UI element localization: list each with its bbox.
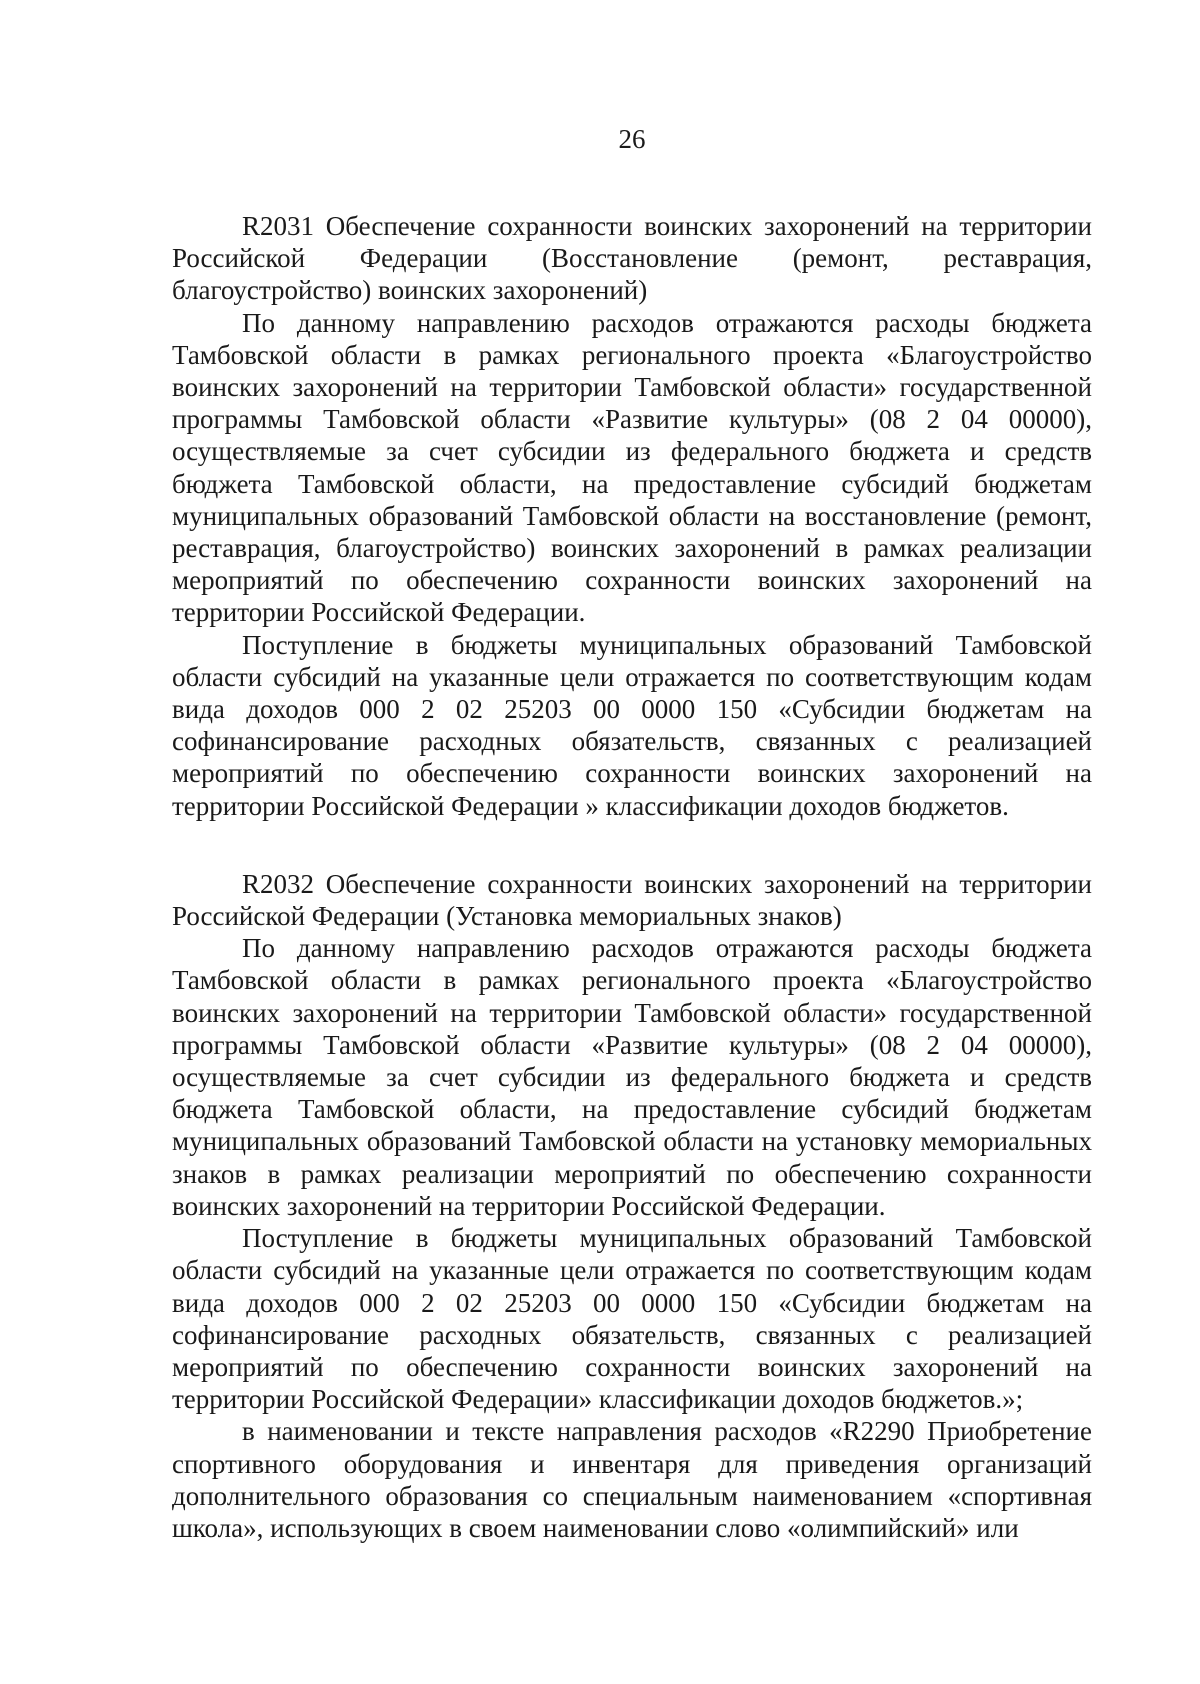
section-r2032 (172, 868, 1092, 1544)
paragraph: По данному направлению расходов отражаются расходы бюджета Тамбовской области в рамках регионального проекта «Благоустройство воинских захоронений на территории Тамбовской области» государственной программы Тамбовской области «Развитие культуры» (08 2 04 00000), осуществляемые за счет субсидии из федерального бюджета и средств бюджета Тамбовской области, на предоставление субсидий бюджетам муниципальных образований Тамбовской области на установку мемориальных знаков в рамках реализации мероприятий по обеспечению сохранности воинских захоронений на территории Российской Федерации. (172, 933, 1092, 1221)
paragraph: По данному направлению расходов отражаются расходы бюджета Тамбовской области в рамках регионального проекта «Благоустройство воинских захоронений на территории Тамбовской области» государственной программы Тамбовской области «Развитие культуры» (08 2 04 00000), осуществляемые за счет субсидии из федерального бюджета и средств бюджета Тамбовской области, на предоставление субсидий бюджетам муниципальных образований Тамбовской области на восстановление (ремонт, реставрация, благоустройство) воинских захоронений в рамках реализации мероприятий по обеспечению сохранности воинских захоронений на территории Российской Федерации. (172, 307, 1092, 628)
document-page (172, 0, 1092, 1684)
section-heading: R2032 Обеспечение сохранности воинских захоронений на территории Российской Федерации (Установка мемориальных знаков) (172, 868, 1092, 932)
section-r2031 (172, 210, 1092, 822)
paragraph: Поступление в бюджеты муниципальных образований Тамбовской области субсидий на указанные цели отражается по соответствующим кодам вида доходов 000 2 02 25203 00 0000 150 «Субсидии бюджетам на софинансирование расходных обязательств, связанных с реализацией мероприятий по обеспечению сохранности воинских захоронений на территории Российской Федерации » классификации доходов бюджетов. (172, 629, 1092, 821)
section-heading: R2031 Обеспечение сохранности воинских захоронений на территории Российской Федерации (Восстановление (ремонт, реставрация, благоустройство) воинских захоронений) (172, 211, 1092, 306)
paragraph: Поступление в бюджеты муниципальных образований Тамбовской области субсидий на указанные цели отражается по соответствующим кодам вида доходов 000 2 02 25203 00 0000 150 «Субсидии бюджетам на софинансирование расходных обязательств, связанных с реализацией мероприятий по обеспечению сохранности воинских захоронений на территории Российской Федерации» классификации доходов бюджетов.»; (172, 1223, 1092, 1415)
paragraph: в наименовании и тексте направления расходов «R2290 Приобретение спортивного оборудования и инвентаря для приведения организаций дополнительного образования со специальным наименованием «спортивная школа», использующих в своем наименовании слово «олимпийский» или (172, 1416, 1092, 1543)
document-body (172, 210, 1092, 1544)
page-number: 26 (618, 124, 646, 154)
section-gap (172, 822, 1092, 868)
